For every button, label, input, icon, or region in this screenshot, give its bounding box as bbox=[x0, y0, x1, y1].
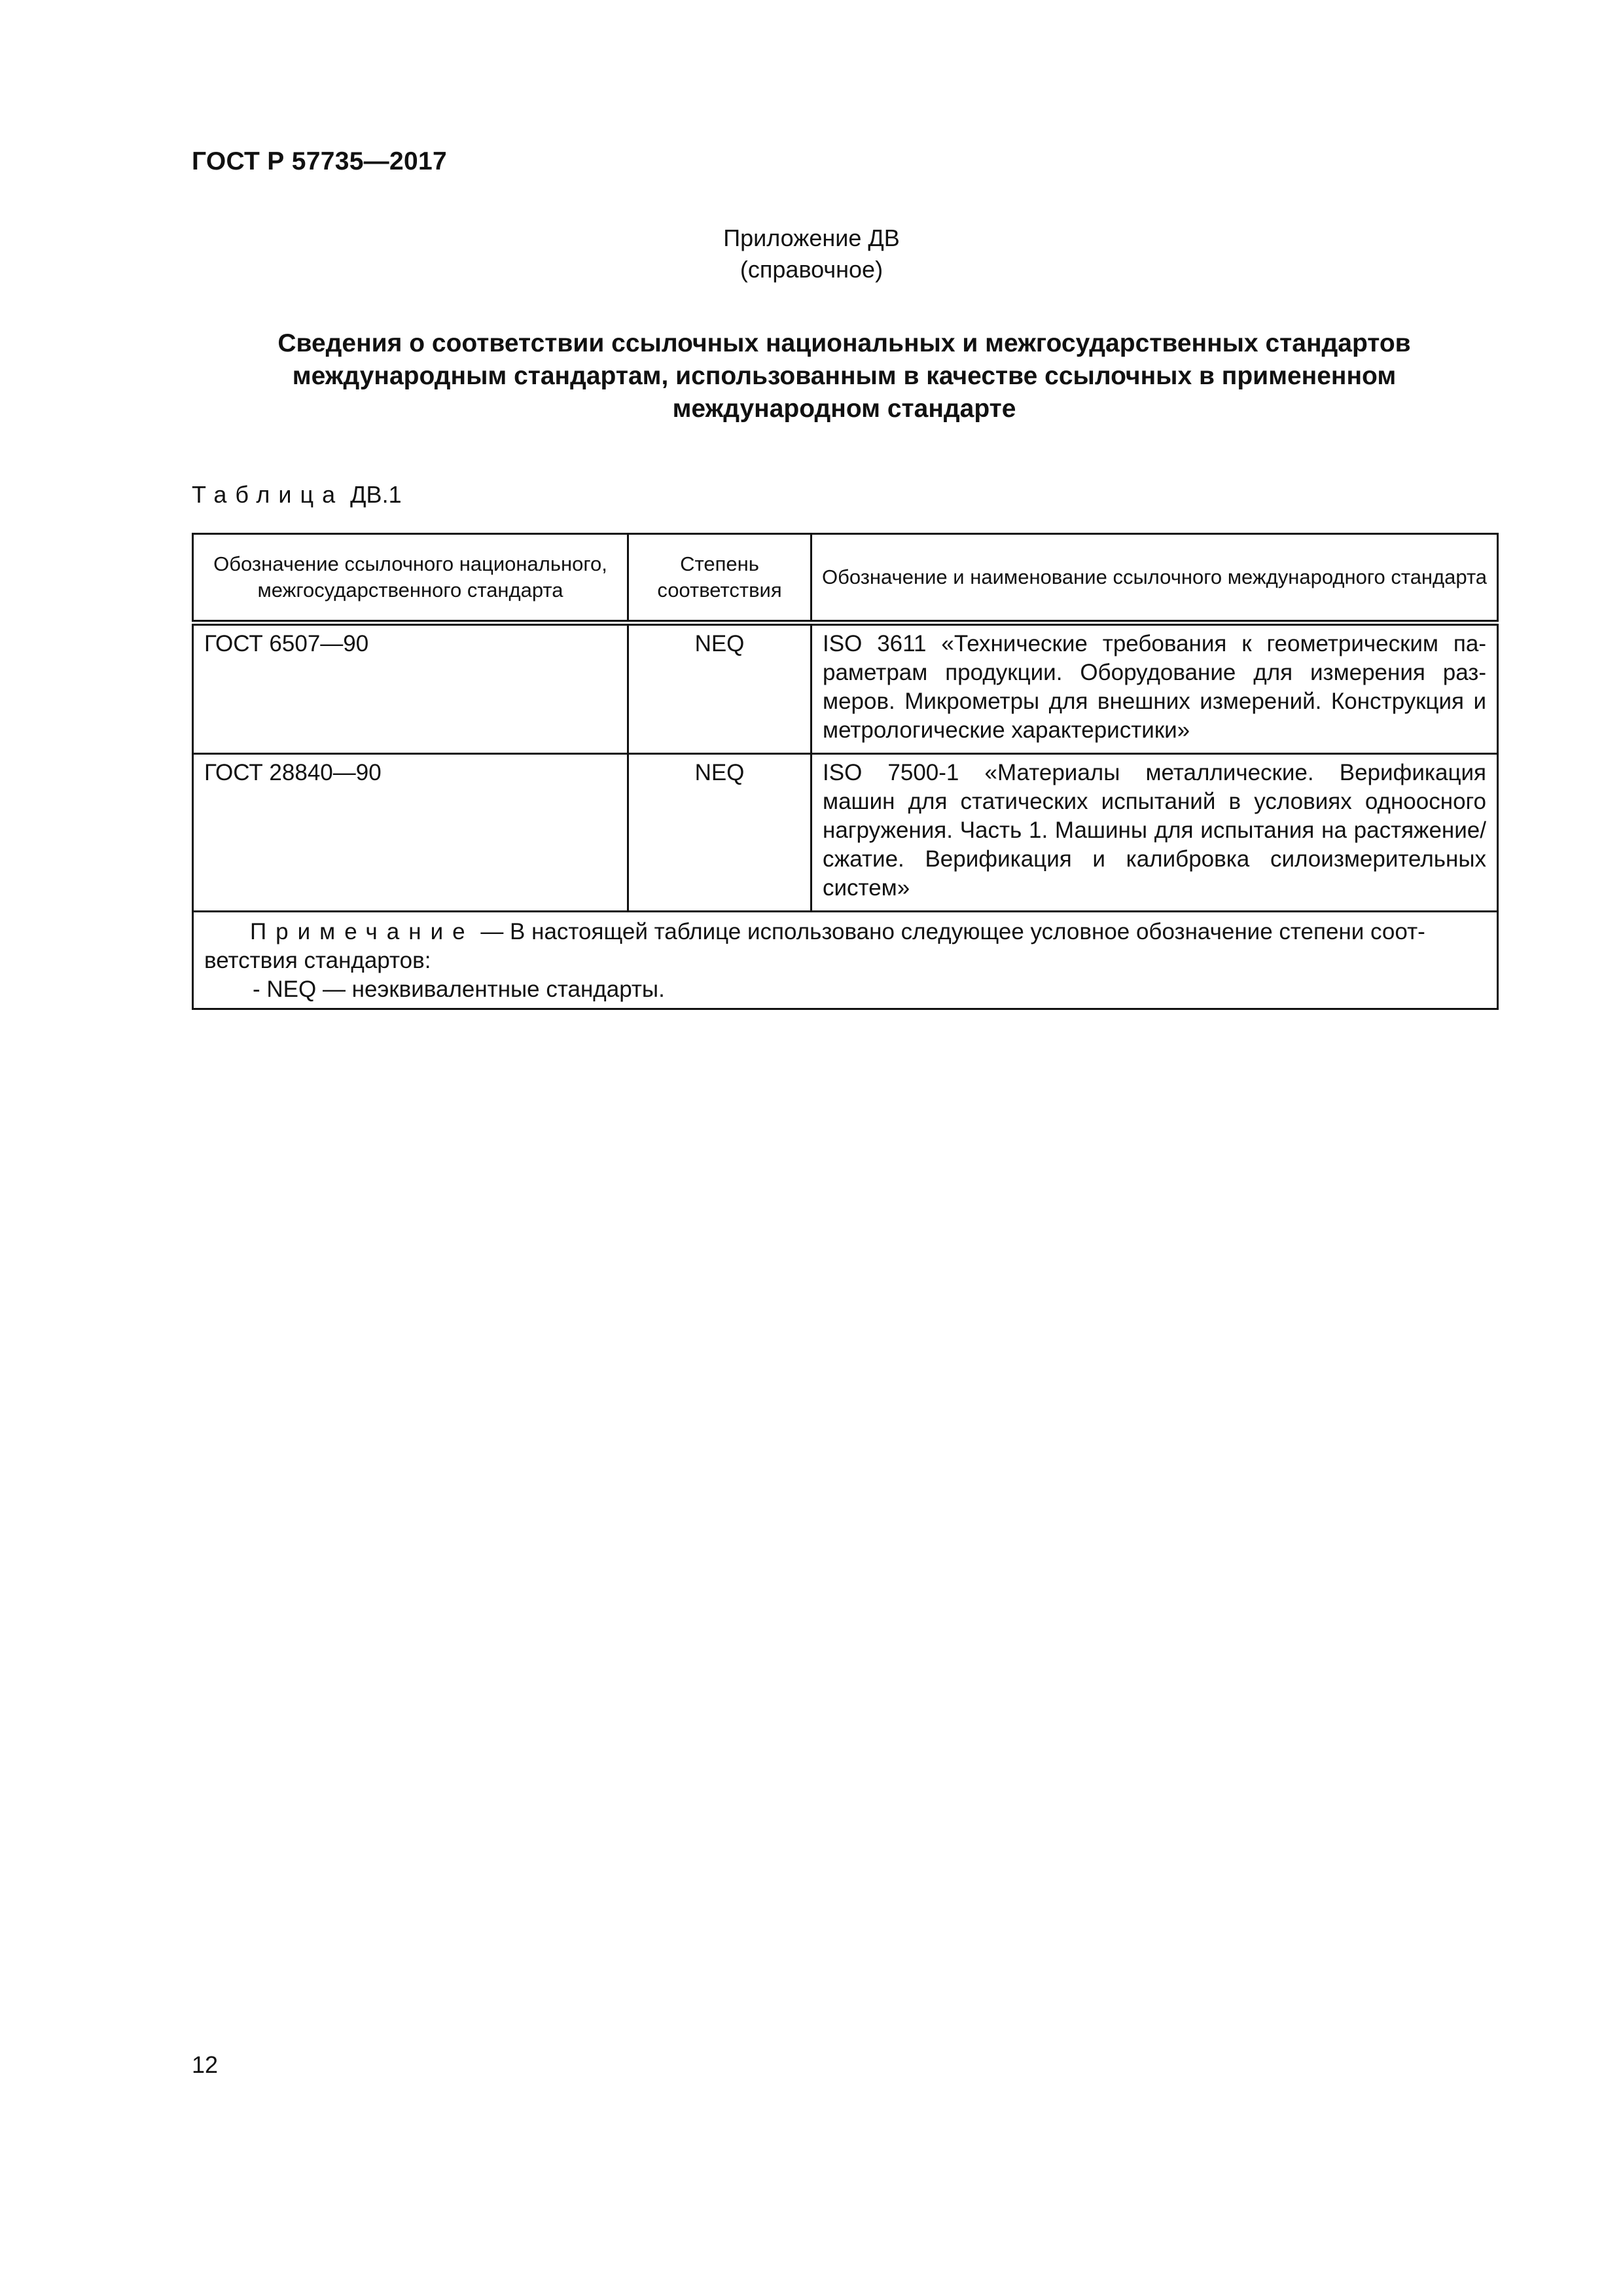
degree-cell: NEQ bbox=[628, 623, 812, 754]
table-caption bbox=[192, 481, 402, 509]
standard-code-cell: ГОСТ 6507—90 bbox=[193, 623, 628, 754]
table-caption-label: Таблица bbox=[192, 481, 344, 508]
appendix-kind: (справочное) bbox=[740, 256, 883, 283]
section-title-line: Сведения о соответствии ссылочных национальных и межгосударственных стандартов bbox=[277, 329, 1411, 357]
table-header-row bbox=[193, 534, 1498, 623]
section-title-line: международном стандарте bbox=[672, 395, 1016, 423]
appendix-title: Приложение ДВ bbox=[723, 224, 900, 251]
column-header-code: Обозначение ссылочного национального, межгосударственного стандарта bbox=[193, 534, 628, 623]
note-item: - NEQ — неэквивалентные стандарты. bbox=[253, 977, 665, 1002]
table-row bbox=[193, 754, 1498, 912]
table-note-row bbox=[193, 912, 1498, 1009]
note-text: — В настоящей таблице использовано следующее условное обозначение степени соответствия стандартов: bbox=[204, 919, 1425, 973]
note-text-block bbox=[204, 918, 1486, 975]
column-header-name: Обозначение и наименование ссылочного международного стандарта bbox=[812, 534, 1498, 623]
table-note bbox=[193, 912, 1498, 1009]
column-header-degree: Степень соответствия bbox=[628, 534, 812, 623]
appendix-heading bbox=[0, 223, 1623, 285]
note-label: Примечание bbox=[250, 919, 474, 944]
document-id: ГОСТ Р 57735—2017 bbox=[192, 147, 447, 175]
international-standard-cell: ISO 7500-1 «Материалы металлические. Верификация машин для статических испытаний в условиях одноосного нагружения. Часть 1. Машины для испытания на растяжение/сжатие. Верификация и калибровка силоизмерительных систем» bbox=[812, 754, 1498, 912]
table-row bbox=[193, 623, 1498, 754]
page-number: 12 bbox=[192, 2051, 219, 2078]
international-standard-cell: ISO 3611 «Технические требования к геометрическим параметрам продукции. Оборудование для измерения размеров. Микрометры для внешних измерений. Конструкция и метрологические характеристики» bbox=[812, 623, 1498, 754]
standard-code-cell: ГОСТ 28840—90 bbox=[193, 754, 628, 912]
degree-cell: NEQ bbox=[628, 754, 812, 912]
reference-table bbox=[192, 533, 1499, 1010]
table-caption-number: ДВ.1 bbox=[350, 481, 402, 508]
section-title-line: международным стандартам, использованным в качестве ссылочных в примененном bbox=[292, 362, 1397, 390]
section-title bbox=[192, 327, 1497, 425]
